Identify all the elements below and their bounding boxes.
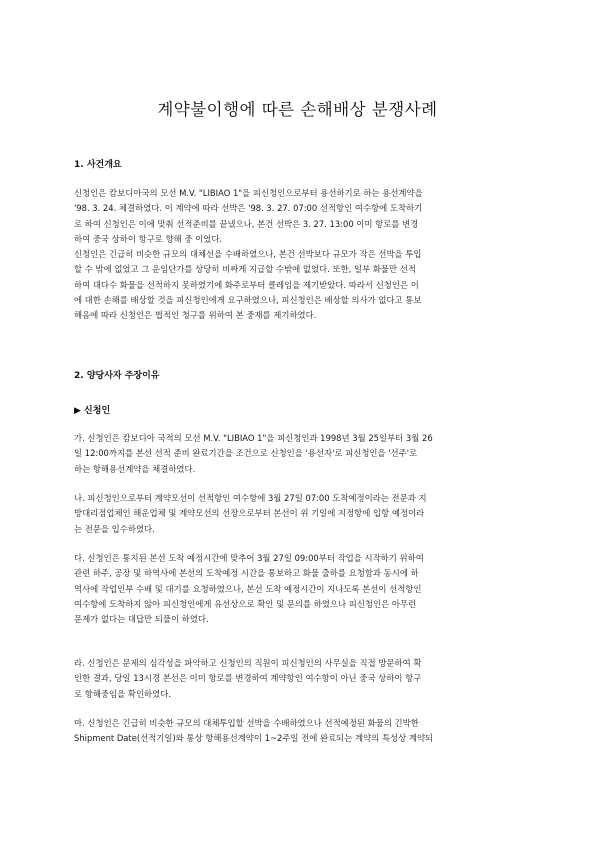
text-line: 하는 항해용선계약을 체결하였다. [74,463,196,474]
text-line: 해옴에 따라 신청인은 법적인 청구를 위하여 본 중재를 제기하였다. [74,310,317,321]
section2-paragraph-ra [74,656,524,702]
text-line: '98. 3. 24. 체결하였다. 이 계약에 따라 선박은 '98. 3. 27. 07:00 선적항인 여수항에 도착하기 [74,203,423,214]
section2-paragraph-ma [74,716,524,747]
text-line: 신청인은 긴급히 비슷한 규모의 대체선을 수배하였으나, 본건 선박보다 규모가 작은 선박을 투입 [74,249,422,259]
text-line: 할 수 밖에 없었고 그 운임단가를 상당히 비싸게 지급할 수밖에 없었다. 또한, 일부 화물만 선적 [74,264,416,275]
text-line: 신청인은 캄보디아국의 모선 M.V. "LIBIAO 1"을 피신청인으로부터 용선하기로 하는 용선계약을 [74,188,423,198]
section2-heading: 2. 양당사자 주장이유 [74,371,160,381]
text-line: 방대리점업체인 해운업체 및 계약모선의 선장으로부터 본선이 위 기일에 지정항에 입항 예정이라 [74,508,425,519]
text-line: Shipment Date(선적기일)와 통상 항해용선계약이 1~2주일 전에 완료되는 계약의 특성상 계약되 [74,733,434,744]
section1-heading: 1. 사건개요 [74,160,122,170]
text-line: 가. 신청인은 캄보디아 국적의 모선 M.V. "LIBIAO 1"을 피신청인과 1998년 3월 25일부터 3월 26 [74,433,433,443]
text-line: 는 전문을 입수하였다. [74,523,155,534]
section2-paragraph-ga [74,431,524,477]
section2-subheading: ▶ 신청인 [74,406,111,416]
text-line: 나. 피신청인으로부터 계약모선이 선적항인 여수항에 3월 27일 07:00 도착예정이라는 전문과 지 [74,493,427,503]
section1-paragraph-2 [74,247,524,323]
text-line: 하여 대다수 화물을 선적하지 못하였기에 화주로부터 클레임을 제기받았다. 따라서 신청인은 이 [74,279,419,290]
section2-paragraph-na [74,491,524,537]
text-line: 다. 신청인은 통지된 본선 도착 예정시간에 맞추어 3월 27일 09:00부터 작업을 시작하기 위하여 [74,553,424,563]
text-line: 마. 신청인은 긴급히 비슷한 규모의 대체투입할 선박을 수배하였으나 선적예정된 화물의 긴박한 [74,718,419,728]
text-line: 역사에 작업인부 수배 및 대기를 요청하였으나, 본선 도착 예정시간이 지나도록 본선이 선적항인 [74,583,422,594]
text-line: 로 항해중임을 확인하였다. [74,688,171,699]
text-line: 인한 결과, 당일 13시경 본선은 이미 항로를 변경하여 계약항인 여수항이 아닌 중국 상하이 항구 [74,673,422,684]
text-line: 하여 중국 상하이 항구로 향해 중 이었다. [74,233,223,244]
text-line: 에 대한 손해를 배상할 것을 피신청인에게 요구하였으나, 피신청인은 배상할 의사가 없다고 통보 [74,294,422,305]
document-title: 계약불이행에 따른 손해배상 분쟁사례 [157,100,438,119]
section2-paragraph-da [74,551,524,627]
text-line: 라. 신청인은 문제의 심각성을 파악하고 신청인의 직원이 피신청인의 사무실을 직접 방문하여 확 [74,658,422,668]
text-line: 일 12:00까지를 본선 선적 준비 완료기간을 조건으로 신청인을 '용선자'로 피신청인을 '선주'로 [74,448,418,459]
text-line: 로 하여 신청인은 이에 맞춰 선적준비를 끝냈으나, 본건 선박은 3. 27. 13:00 이미 항로를 변경 [74,218,419,229]
section1-paragraph-1 [74,186,524,247]
text-line: 관련 하주, 공장 및 하역사에 본선의 도착예정 시간을 통보하고 화물 출하를 요청함과 동시에 하 [74,568,419,579]
text-line: 여수항에 도착하지 않아 피신청인에게 유선상으로 확인 및 문의를 하였으나 피신청인은 아무런 [74,598,417,609]
text-line: 문제가 없다는 대답만 되풀이 하였다. [74,614,209,625]
